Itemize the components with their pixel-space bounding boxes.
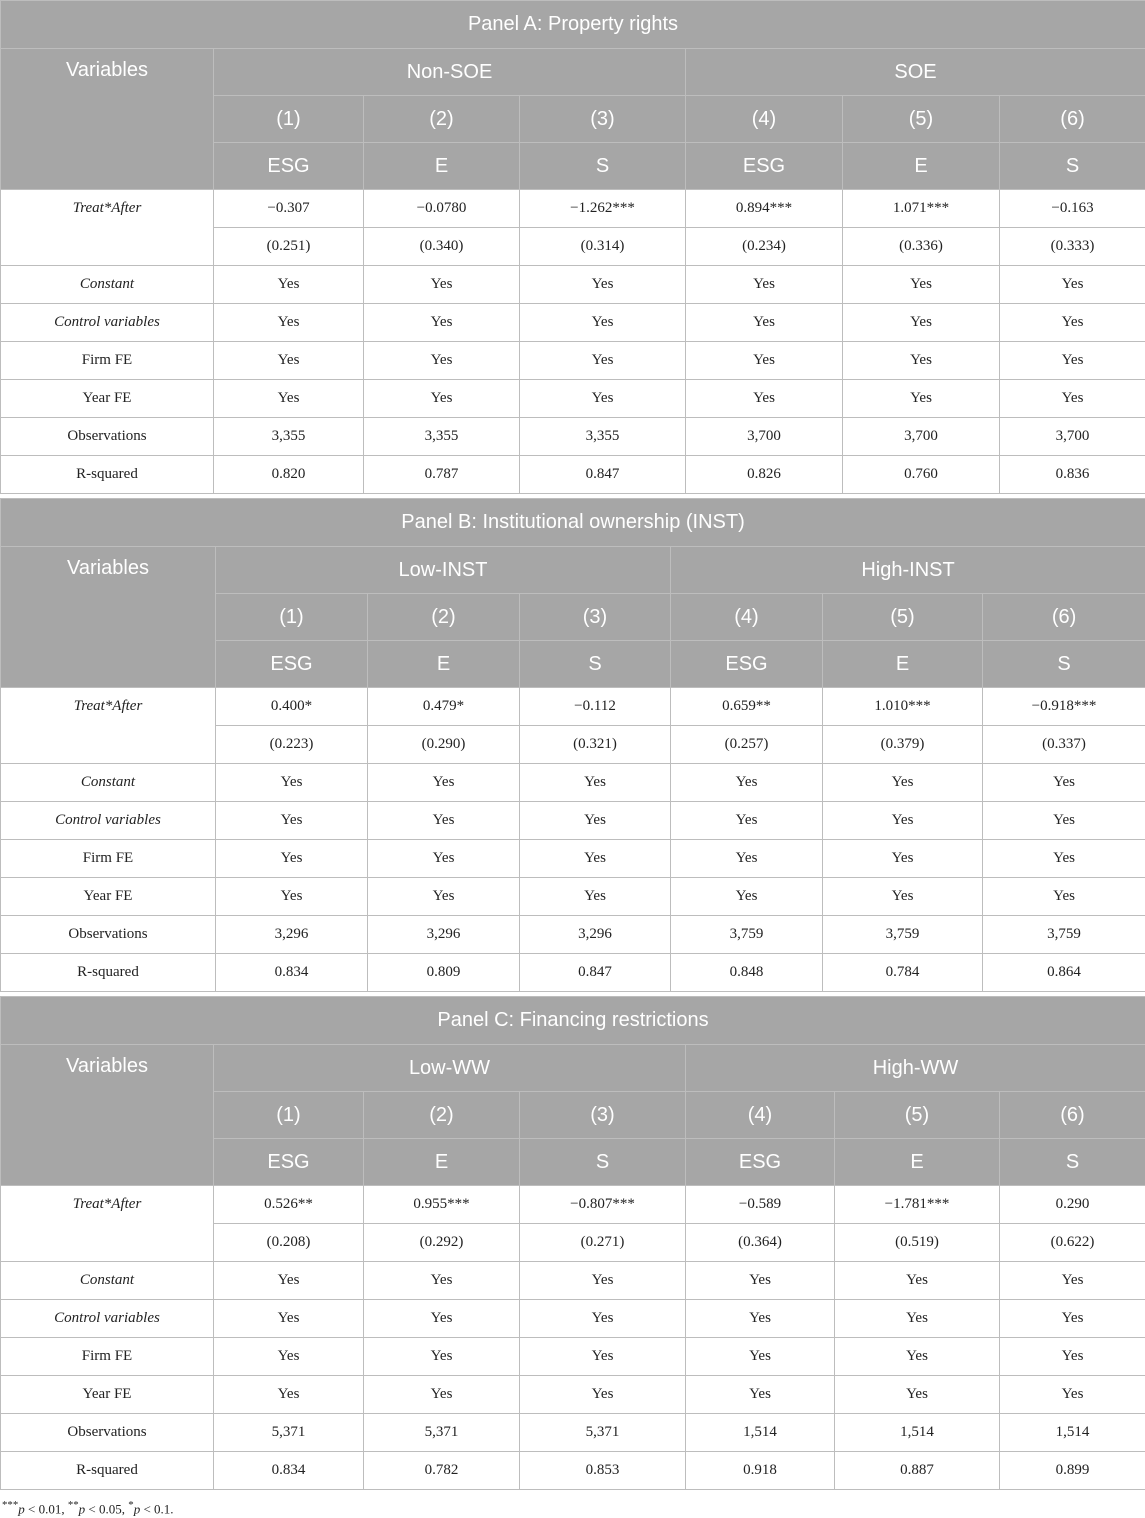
table-row <box>1 916 1145 954</box>
table-cell: 3,355 <box>520 418 686 456</box>
footnote-text: < 0.1. <box>140 1501 174 1517</box>
table-cell: Yes <box>686 1376 835 1414</box>
table-cell: Yes <box>1000 266 1145 304</box>
table-cell: 3,296 <box>368 916 520 954</box>
table-cell: 3,759 <box>983 916 1145 954</box>
coefficient-cell: −0.112 <box>520 688 671 726</box>
table-cell: 5,371 <box>364 1414 520 1452</box>
footnote-p: p <box>18 1501 25 1517</box>
dependent-variable: ESG <box>214 1139 364 1186</box>
panel-b-table <box>0 498 1145 992</box>
table-cell: Yes <box>823 802 983 840</box>
table-cell: Yes <box>835 1376 1000 1414</box>
table-cell: Yes <box>214 266 364 304</box>
column-number: (5) <box>823 594 983 641</box>
coefficient-cell: −1.781*** <box>835 1186 1000 1224</box>
table-cell: Yes <box>686 1300 835 1338</box>
table-cell: Yes <box>686 342 843 380</box>
table-cell: Yes <box>686 1262 835 1300</box>
table-cell: Yes <box>686 304 843 342</box>
table-cell: Yes <box>520 1262 686 1300</box>
column-number: (5) <box>835 1092 1000 1139</box>
standard-error-cell: (0.622) <box>1000 1224 1145 1262</box>
column-number: (2) <box>368 594 520 641</box>
dependent-variable: S <box>520 1139 686 1186</box>
column-number: (6) <box>1000 96 1145 143</box>
table-cell: 0.834 <box>214 1452 364 1490</box>
table-cell: Yes <box>214 1262 364 1300</box>
dependent-variable: ESG <box>686 143 843 190</box>
table-cell: Yes <box>520 878 671 916</box>
coefficient-cell: −1.262*** <box>520 190 686 228</box>
dependent-variable: S <box>520 641 671 688</box>
table-cell: Yes <box>1000 1300 1145 1338</box>
column-number: (3) <box>520 594 671 641</box>
table-row <box>1 802 1145 840</box>
table-cell: Yes <box>671 764 823 802</box>
row-label: Control variables <box>1 1300 214 1338</box>
standard-error-cell: (0.271) <box>520 1224 686 1262</box>
significance-footnote <box>2 1499 174 1517</box>
standard-error-cell: (0.251) <box>214 228 364 266</box>
table-cell: Yes <box>686 1338 835 1376</box>
dependent-variable: S <box>1000 143 1145 190</box>
table-cell: Yes <box>843 304 1000 342</box>
row-label: Constant <box>1 266 214 304</box>
table-row <box>1 342 1145 380</box>
dependent-variable: ESG <box>216 641 368 688</box>
standard-error-cell: (0.223) <box>216 726 368 764</box>
dependent-variable: E <box>364 1139 520 1186</box>
column-number: (1) <box>216 594 368 641</box>
table-cell: 0.899 <box>1000 1452 1145 1490</box>
table-cell: Yes <box>216 878 368 916</box>
coefficient-cell: 1.010*** <box>823 688 983 726</box>
table-row <box>1 1300 1145 1338</box>
row-label: Constant <box>1 1262 214 1300</box>
table-cell: Yes <box>983 878 1145 916</box>
table-cell: 1,514 <box>835 1414 1000 1452</box>
row-label: Year FE <box>1 380 214 418</box>
column-number: (6) <box>1000 1092 1145 1139</box>
standard-error-cell: (0.314) <box>520 228 686 266</box>
table-cell: Yes <box>671 802 823 840</box>
table-cell: Yes <box>216 764 368 802</box>
table-cell: Yes <box>364 342 520 380</box>
standard-error-cell: (0.208) <box>214 1224 364 1262</box>
group-header: Non-SOE <box>214 49 686 96</box>
table-row <box>1 304 1145 342</box>
table-row <box>1 764 1145 802</box>
coefficient-cell: 0.894*** <box>686 190 843 228</box>
row-label: Firm FE <box>1 840 216 878</box>
table-cell: 0.853 <box>520 1452 686 1490</box>
table-cell: Yes <box>520 304 686 342</box>
table-cell: Yes <box>364 304 520 342</box>
table-row <box>1 1262 1145 1300</box>
footnote-p: p <box>78 1501 86 1517</box>
group-header: SOE <box>686 49 1145 96</box>
coefficient-cell: −0.807*** <box>520 1186 686 1224</box>
footnote-p: p <box>133 1501 141 1517</box>
column-number: (1) <box>214 1092 364 1139</box>
group-header: High-WW <box>686 1045 1145 1092</box>
column-number: (2) <box>364 1092 520 1139</box>
coefficient-cell: 0.290 <box>1000 1186 1145 1224</box>
table-cell: Yes <box>823 878 983 916</box>
table-cell: Yes <box>671 840 823 878</box>
footnote-stars: ** <box>67 1499 79 1511</box>
row-label: Firm FE <box>1 342 214 380</box>
column-number: (3) <box>520 1092 686 1139</box>
column-number: (4) <box>686 1092 835 1139</box>
table-cell: 1,514 <box>686 1414 835 1452</box>
table-row <box>1 380 1145 418</box>
variables-header: Variables <box>1 1045 214 1186</box>
column-number: (6) <box>983 594 1145 641</box>
standard-error-cell: (0.340) <box>364 228 520 266</box>
dependent-variable: S <box>983 641 1145 688</box>
table-cell: Yes <box>214 342 364 380</box>
table-cell: Yes <box>364 266 520 304</box>
table-cell: Yes <box>686 266 843 304</box>
footnote-stars: *** <box>2 1499 19 1511</box>
table-cell: 3,759 <box>671 916 823 954</box>
table-cell: Yes <box>835 1262 1000 1300</box>
table-cell: Yes <box>520 764 671 802</box>
row-label: Firm FE <box>1 1338 214 1376</box>
coefficient-cell: 0.955*** <box>364 1186 520 1224</box>
table-cell: 0.784 <box>823 954 983 992</box>
dependent-variable: ESG <box>214 143 364 190</box>
footnote-text: < 0.01, <box>24 1501 68 1517</box>
table-cell: Yes <box>520 266 686 304</box>
table-cell: 1,514 <box>1000 1414 1145 1452</box>
table-cell: Yes <box>1000 342 1145 380</box>
table-cell: Yes <box>520 380 686 418</box>
table-row <box>1 456 1145 494</box>
standard-error-cell: (0.337) <box>983 726 1145 764</box>
table-cell: Yes <box>983 840 1145 878</box>
table-cell: 3,355 <box>364 418 520 456</box>
table-cell: Yes <box>368 764 520 802</box>
row-label: R-squared <box>1 1452 214 1490</box>
table-cell: 0.848 <box>671 954 823 992</box>
table-cell: Yes <box>835 1300 1000 1338</box>
standard-error-cell: (0.292) <box>364 1224 520 1262</box>
table-cell: 0.787 <box>364 456 520 494</box>
table-cell: Yes <box>364 380 520 418</box>
table-cell: 0.847 <box>520 954 671 992</box>
column-number: (3) <box>520 96 686 143</box>
coefficient-cell: 1.071*** <box>843 190 1000 228</box>
table-cell: Yes <box>520 802 671 840</box>
table-cell: Yes <box>214 1300 364 1338</box>
coefficient-cell: −0.589 <box>686 1186 835 1224</box>
column-number: (1) <box>214 96 364 143</box>
table-cell: Yes <box>364 1262 520 1300</box>
table-row <box>1 418 1145 456</box>
standard-error-cell: (0.290) <box>368 726 520 764</box>
variables-header: Variables <box>1 547 216 688</box>
table-cell: Yes <box>520 1300 686 1338</box>
row-label-treat-after: Treat*After <box>1 190 214 266</box>
standard-error-cell: (0.257) <box>671 726 823 764</box>
table-cell: 0.782 <box>364 1452 520 1490</box>
panel-c-table <box>0 996 1145 1490</box>
table-cell: Yes <box>214 1338 364 1376</box>
table-cell: 3,296 <box>216 916 368 954</box>
table-cell: 3,700 <box>686 418 843 456</box>
column-number: (4) <box>686 96 843 143</box>
table-row <box>1 878 1145 916</box>
panel-title: Panel B: Institutional ownership (INST) <box>1 499 1145 547</box>
table-cell: Yes <box>520 1338 686 1376</box>
standard-error-cell: (0.364) <box>686 1224 835 1262</box>
table-cell: 5,371 <box>214 1414 364 1452</box>
table-cell: 0.820 <box>214 456 364 494</box>
table-cell: 0.836 <box>1000 456 1145 494</box>
table-cell: Yes <box>843 380 1000 418</box>
coefficient-cell: −0.918*** <box>983 688 1145 726</box>
panel-title: Panel C: Financing restrictions <box>1 997 1145 1045</box>
table-row <box>1 1452 1145 1490</box>
dependent-variable: E <box>823 641 983 688</box>
table-cell: Yes <box>823 840 983 878</box>
table-cell: Yes <box>1000 1262 1145 1300</box>
table-cell: Yes <box>983 802 1145 840</box>
table-cell: 0.826 <box>686 456 843 494</box>
table-cell: Yes <box>1000 380 1145 418</box>
row-label: Year FE <box>1 878 216 916</box>
table-cell: Yes <box>843 266 1000 304</box>
dependent-variable: ESG <box>686 1139 835 1186</box>
dependent-variable: ESG <box>671 641 823 688</box>
row-label: Observations <box>1 418 214 456</box>
standard-error-cell: (0.234) <box>686 228 843 266</box>
dependent-variable: E <box>364 143 520 190</box>
table-cell: Yes <box>364 1376 520 1414</box>
coefficient-cell: 0.526** <box>214 1186 364 1224</box>
footnote-text: < 0.05, <box>85 1501 129 1517</box>
group-header: Low-WW <box>214 1045 686 1092</box>
standard-error-cell: (0.333) <box>1000 228 1145 266</box>
table-cell: 3,759 <box>823 916 983 954</box>
dependent-variable: E <box>843 143 1000 190</box>
row-label-treat-after: Treat*After <box>1 688 216 764</box>
table-cell: 3,700 <box>843 418 1000 456</box>
panel-title: Panel A: Property rights <box>1 1 1145 49</box>
table-cell: Yes <box>835 1338 1000 1376</box>
table-cell: 0.834 <box>216 954 368 992</box>
table-cell: Yes <box>368 840 520 878</box>
column-number: (5) <box>843 96 1000 143</box>
dependent-variable: S <box>520 143 686 190</box>
table-cell: 5,371 <box>520 1414 686 1452</box>
row-label: Observations <box>1 1414 214 1452</box>
table-cell: Yes <box>520 840 671 878</box>
table-cell: Yes <box>843 342 1000 380</box>
panel-a-table <box>0 0 1145 494</box>
table-cell: Yes <box>214 1376 364 1414</box>
table-cell: Yes <box>216 840 368 878</box>
table-cell: Yes <box>216 802 368 840</box>
table-cell: Yes <box>520 342 686 380</box>
table-cell: Yes <box>1000 1338 1145 1376</box>
table-cell: Yes <box>671 878 823 916</box>
standard-error-cell: (0.379) <box>823 726 983 764</box>
standard-error-cell: (0.321) <box>520 726 671 764</box>
table-cell: Yes <box>368 878 520 916</box>
table-cell: Yes <box>368 802 520 840</box>
table-row <box>1 1338 1145 1376</box>
dependent-variable: E <box>835 1139 1000 1186</box>
coefficient-cell: 0.479* <box>368 688 520 726</box>
coefficient-cell: −0.163 <box>1000 190 1145 228</box>
row-label: Constant <box>1 764 216 802</box>
row-label: Control variables <box>1 802 216 840</box>
row-label: Observations <box>1 916 216 954</box>
table-cell: 0.760 <box>843 456 1000 494</box>
table-cell: Yes <box>1000 304 1145 342</box>
table-row <box>1 1376 1145 1414</box>
table-cell: 0.809 <box>368 954 520 992</box>
standard-error-cell: (0.336) <box>843 228 1000 266</box>
row-label: R-squared <box>1 456 214 494</box>
table-row <box>1 840 1145 878</box>
group-header: Low-INST <box>216 547 671 594</box>
table-cell: 0.887 <box>835 1452 1000 1490</box>
footnote-stars: * <box>128 1499 134 1511</box>
standard-error-cell: (0.519) <box>835 1224 1000 1262</box>
table-cell: 0.847 <box>520 456 686 494</box>
table-cell: Yes <box>823 764 983 802</box>
variables-header: Variables <box>1 49 214 190</box>
coefficient-cell: 0.400* <box>216 688 368 726</box>
table-cell: Yes <box>686 380 843 418</box>
table-row <box>1 954 1145 992</box>
coefficient-cell: −0.307 <box>214 190 364 228</box>
column-number: (4) <box>671 594 823 641</box>
table-cell: Yes <box>214 304 364 342</box>
row-label: R-squared <box>1 954 216 992</box>
table-row <box>1 266 1145 304</box>
dependent-variable: E <box>368 641 520 688</box>
table-row <box>1 1414 1145 1452</box>
table-cell: 0.864 <box>983 954 1145 992</box>
table-cell: Yes <box>364 1338 520 1376</box>
coefficient-cell: 0.659** <box>671 688 823 726</box>
table-cell: Yes <box>214 380 364 418</box>
table-cell: Yes <box>520 1376 686 1414</box>
group-header: High-INST <box>671 547 1145 594</box>
row-label: Control variables <box>1 304 214 342</box>
table-cell: 3,700 <box>1000 418 1145 456</box>
table-cell: 3,296 <box>520 916 671 954</box>
dependent-variable: S <box>1000 1139 1145 1186</box>
column-number: (2) <box>364 96 520 143</box>
table-cell: Yes <box>364 1300 520 1338</box>
table-cell: Yes <box>983 764 1145 802</box>
row-label-treat-after: Treat*After <box>1 1186 214 1262</box>
table-cell: 0.918 <box>686 1452 835 1490</box>
coefficient-cell: −0.0780 <box>364 190 520 228</box>
table-cell: Yes <box>1000 1376 1145 1414</box>
row-label: Year FE <box>1 1376 214 1414</box>
table-cell: 3,355 <box>214 418 364 456</box>
